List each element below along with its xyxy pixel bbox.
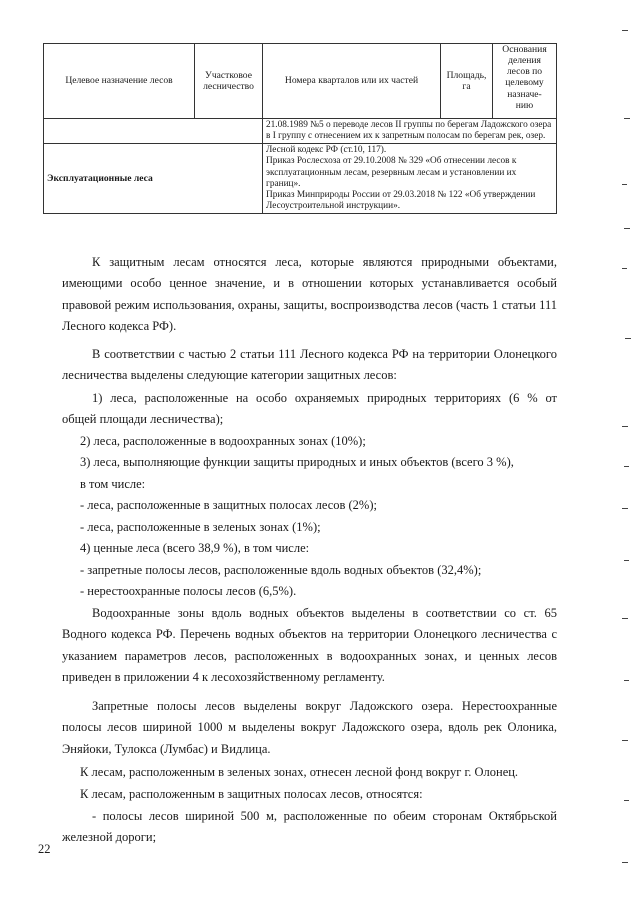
- list-item-3-a: - леса, расположенные в защитных полосах лесов (2%);: [80, 498, 377, 512]
- scan-mark: [622, 862, 628, 863]
- list-item-railway-line2: железной дороги;: [62, 830, 157, 844]
- scan-mark: [622, 184, 627, 185]
- header-basis-line: деления: [508, 55, 541, 67]
- header-area: Площадь, га: [441, 44, 493, 119]
- table-header-row: [44, 44, 557, 119]
- paragraph-protective-forests: К защитным лесам относятся леса, которые являются природными объектами, имеющими особо ценное значение, и в отношении которых устанавливается особый правовой режим использования, охраны, защиты, воспроизводства лесов (часть 1 статьи 111 Лесного кодекса РФ).: [62, 255, 557, 334]
- header-basis-line: лесов по: [506, 66, 543, 78]
- list-item-1-line1: 1) леса, расположенные на особо охраняемых природных территориях (6 % от: [92, 391, 557, 405]
- list-item-3: 3) леса, выполняющие функции защиты природных и иных объектов (всего 3 %),: [80, 455, 514, 469]
- list-item-4: 4) ценные леса (всего 38,9 %), в том числе:: [80, 541, 310, 555]
- scan-mark: [624, 680, 629, 681]
- list-item-2: 2) леса, расположенные в водоохранных зонах (10%);: [80, 434, 366, 448]
- paragraph-green-zones: К лесам, расположенным в зеленых зонах, отнесен лесной фонд вокруг г. Олонец.: [80, 765, 519, 779]
- header-forestry: Участковое лесничество: [195, 44, 263, 119]
- row2-basis-line: Лесной кодекс РФ (ст.10, 117).: [266, 145, 387, 156]
- scan-mark: [622, 618, 628, 619]
- table-row: [44, 144, 557, 214]
- scan-mark: [622, 268, 627, 269]
- row2-basis-line: Приказ Рослесхоза от 29.10.2008 № 329 «Об отнесении лесов к эксплуатационным лесам, резервным лесам и установлении их границ».: [266, 156, 517, 189]
- scan-mark: [622, 426, 628, 427]
- table-row: [44, 119, 557, 144]
- list-item-3-b: - леса, расположенные в зеленых зонах (1%);: [80, 520, 321, 534]
- scan-mark: [624, 228, 630, 229]
- list-item-3-sub: в том числе:: [80, 477, 146, 491]
- scan-mark: [622, 508, 628, 509]
- paragraph-forbidden-strips: Запретные полосы лесов выделены вокруг Ладожского озера. Нерестоохранные полосы лесов шириной 1000 м выделены вокруг Ладожского озера, вдоль рек Олоника, Эняйоки, Тулокса (Лумбас) и Видлица.: [62, 699, 557, 756]
- header-quarters: Номера кварталов или их частей: [263, 44, 441, 119]
- scan-mark: [624, 118, 630, 119]
- row1-purpose-cell: [44, 119, 263, 144]
- paragraph-water-zones: Водоохранные зоны вдоль водных объектов выделены в соответствии со ст. 65 Водного кодекса РФ. Перечень водных объектов на территории Олонецкого лесничества с указанием параметров лесов, расположенных в водоохранных зонах, и ценных лесов приведен в приложении 4 к лесохозяйственному регламенту.: [62, 606, 557, 685]
- row2-basis-line: Приказ Минприроды России от 29.03.2018 № 122 «Об утверждении Лесоустроительной инструкции».: [266, 189, 536, 212]
- list-item-railway-line1: - полосы лесов шириной 500 м, расположенные по обеим сторонам Октябрьской: [92, 809, 557, 823]
- scan-mark: [624, 560, 629, 561]
- paragraph-protective-strips: К лесам, расположенным в защитных полосах лесов, относятся:: [80, 787, 423, 801]
- row1-basis-cell: 21.08.1989 №5 о переводе лесов II группы по берегам Ладожского озера в I группу с отнесением их к запретным полосам по берегам рек, озер.: [263, 119, 557, 144]
- row2-basis-cell: [263, 144, 557, 214]
- header-basis-line: Основания: [502, 44, 547, 55]
- header-basis-line: целевому: [505, 77, 544, 89]
- row2-purpose-cell: Эксплуатационные леса: [44, 144, 263, 214]
- scan-mark: [625, 338, 631, 339]
- forest-purpose-table: [43, 43, 557, 214]
- scan-mark: [622, 30, 628, 31]
- paragraph-categories: В соответствии с частью 2 статьи 111 Лесного кодекса РФ на территории Олонецкого лесничества выделены следующие категории защитных лесов:: [62, 347, 557, 383]
- header-basis: [493, 44, 557, 119]
- scan-mark: [624, 466, 629, 467]
- list-item-4-a: - запретные полосы лесов, расположенные вдоль водных объектов (32,4%);: [80, 563, 482, 577]
- header-purpose: Целевое назначение лесов: [44, 44, 195, 119]
- header-basis-line: назначе-: [507, 88, 542, 100]
- scan-mark: [624, 800, 629, 801]
- list-item-4-b: - нерестоохранные полосы лесов (6,5%).: [80, 584, 297, 598]
- page-number: 22: [38, 842, 51, 856]
- list-item-1-line2: общей площади лесничества);: [62, 412, 224, 426]
- header-basis-line: нию: [515, 99, 534, 111]
- scan-mark: [622, 740, 628, 741]
